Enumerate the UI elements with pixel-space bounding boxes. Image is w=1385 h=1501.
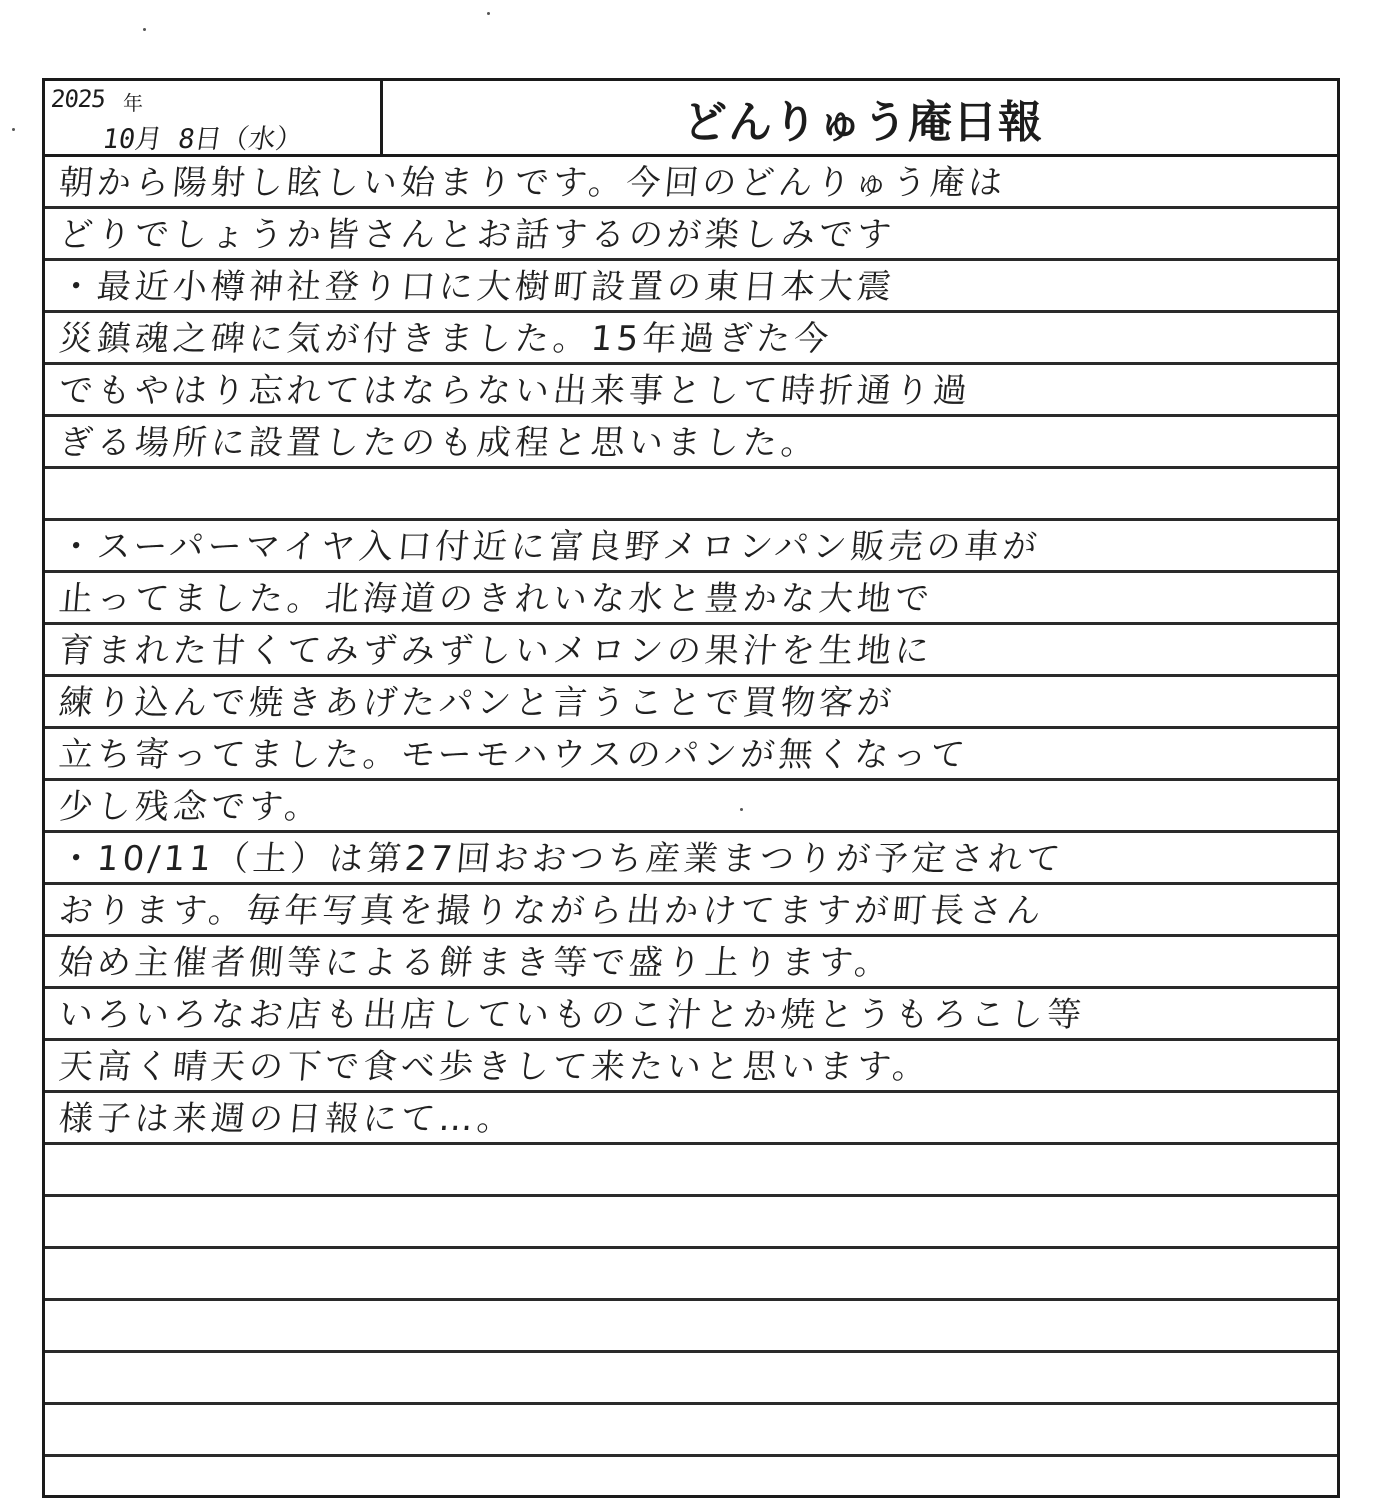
report-sheet <box>42 78 1340 1498</box>
date-box <box>45 81 383 154</box>
report-line: いろいろなお店も出店していものこ汁とか焼とうもろこし等 <box>57 995 1087 1035</box>
paper-speck <box>143 28 146 31</box>
report-line: おります。毎年写真を撮りながら出かけてますが町長さん <box>57 891 1047 931</box>
report-line: 天高く晴天の下で食べ歩きして来たいと思います。 <box>57 1047 933 1087</box>
year: 2025 <box>49 85 107 113</box>
report-title: どんりゅう庵日報 <box>683 96 1043 148</box>
report-line: 立ち寄ってました。モーモハウスのパンが無くなって <box>57 735 971 775</box>
report-line: 練り込んで焼きあげたパンと言うことで買物客が <box>57 683 897 723</box>
paper-speck <box>12 128 15 131</box>
report-line: でもやはり忘れてはならない出来事として時折通り過 <box>57 371 973 411</box>
report-line: 止ってました。北海道のきれいな水と豊かな大地で <box>57 579 935 619</box>
report-line: 少し残念です。 <box>57 787 325 827</box>
report-line: ・10/11（土）は第27回おおつち産業まつりが予定されて <box>57 839 1066 879</box>
report-line: 朝から陽射し眩しい始まりです。今回のどんりゅう庵は <box>57 163 1009 203</box>
report-line: 様子は来週の日報にて…。 <box>57 1099 517 1139</box>
report-header <box>45 81 1337 157</box>
report-line: 育まれた甘くてみずみずしいメロンの果汁を生地に <box>57 631 935 671</box>
ruled-lines-area <box>45 157 1337 1501</box>
paper-speck <box>740 808 743 811</box>
year-suffix: 年 <box>123 91 143 115</box>
report-line: 災鎮魂之碑に気が付きました。15年過ぎた今 <box>57 319 835 359</box>
report-line: どりでしょうか皆さんとお話するのが楽しみです <box>57 215 897 255</box>
report-line: ぎる場所に設置したのも成程と思いました。 <box>57 423 821 463</box>
report-line: ・スーパーマイヤ入口付近に富良野メロンパン販売の車が <box>57 527 1043 567</box>
paper-speck <box>487 12 490 15</box>
date: 10月 8日（水） <box>100 124 305 155</box>
report-line: 始め主催者側等による餅まき等で盛り上ります。 <box>57 943 895 983</box>
report-line: ・最近小樽神社登り口に大樹町設置の東日本大震 <box>57 267 897 307</box>
report-line <box>57 469 1334 521</box>
